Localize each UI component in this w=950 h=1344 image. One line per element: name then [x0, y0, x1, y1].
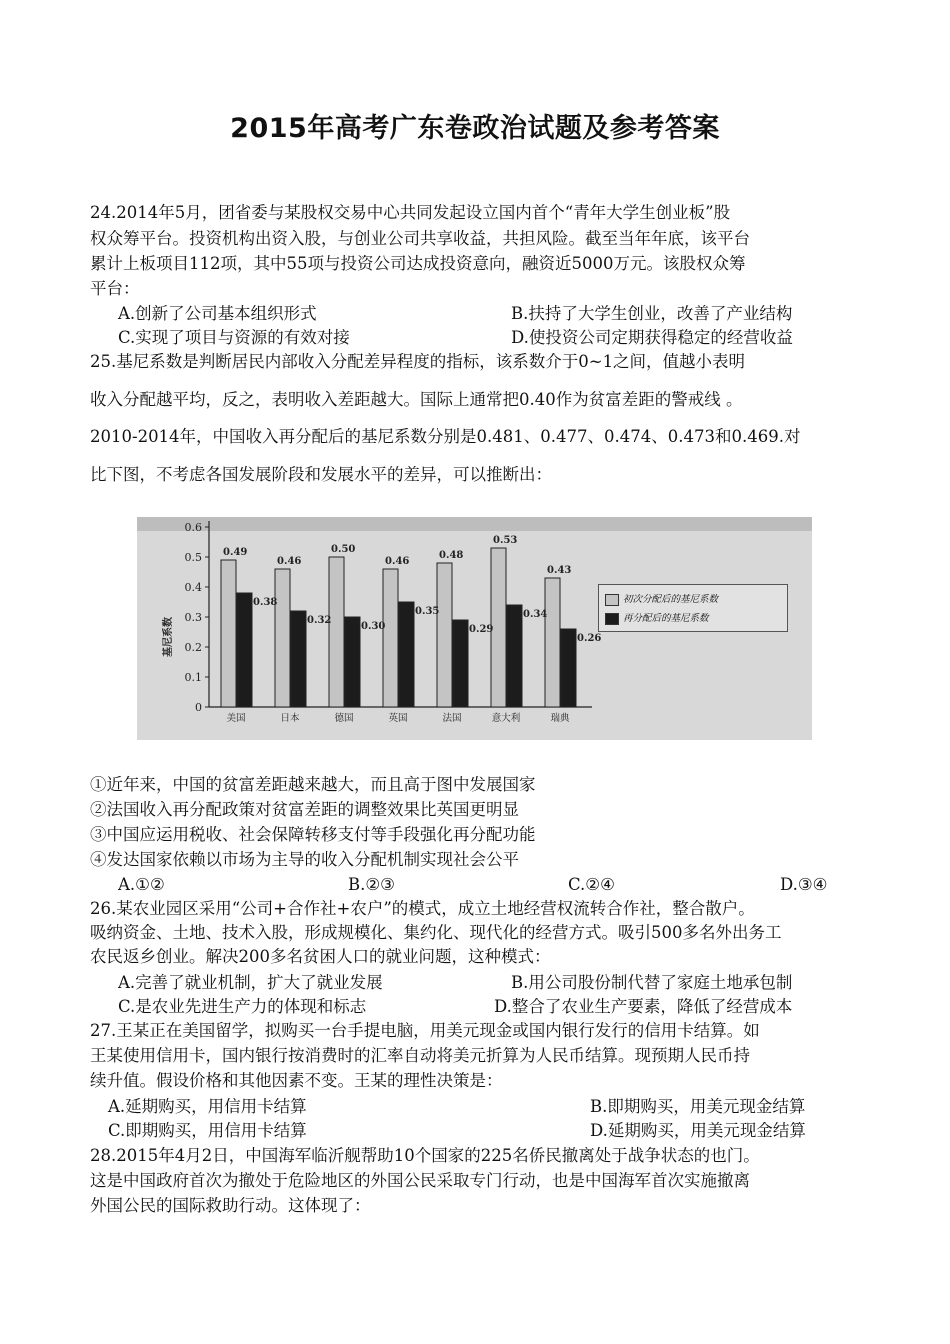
chart-legend	[598, 584, 788, 632]
bar-redistribution	[399, 602, 414, 707]
y-tick-label: 0.6	[184, 521, 202, 534]
x-tick-label: 英国	[388, 713, 408, 724]
chart-bars	[221, 548, 576, 707]
q24-option-b: B.扶持了大学生创业，改善了产业结构	[511, 304, 793, 323]
q28-line: 28.2015年4月2日，中国海军临沂舰帮助10个国家的225名侨民撤离处于战争状态的也门。	[90, 1146, 760, 1165]
bar-value-label: 0.46	[277, 556, 302, 567]
bar-value-label: 0.48	[439, 550, 464, 561]
q25-statement: ②法国收入再分配政策对贫富差距的调整效果比英国更明显	[90, 800, 519, 819]
q25-option-b: B.②③	[348, 875, 395, 894]
bar-redistribution	[237, 593, 252, 707]
bar-redistribution	[561, 629, 576, 707]
bar-redistribution	[453, 620, 468, 707]
q25-line: 25.基尼系数是判断居民内部收入分配差异程度的指标，该系数介于0~1之间，值越小表明	[90, 352, 746, 371]
bar-value-label: 0.43	[547, 565, 572, 576]
bar-value-label: 0.49	[223, 547, 248, 558]
bar-value-label: 0.34	[523, 609, 548, 620]
bar-primary	[437, 563, 452, 707]
q25-statement: ①近年来，中国的贫富差距越来越大，而且高于图中发展国家	[90, 775, 536, 794]
q27-option-a: A.延期购买，用信用卡结算	[108, 1097, 307, 1116]
bar-value-label: 0.46	[385, 556, 410, 567]
x-tick-label: 意大利	[491, 713, 521, 724]
x-tick-label: 德国	[334, 713, 354, 724]
legend-label: 再分配后的基尼系数	[623, 613, 709, 624]
x-tick-label: 法国	[442, 713, 462, 724]
x-tick-label: 美国	[226, 713, 246, 724]
q27-line: 27.王某正在美国留学，拟购买一台手提电脑，用美元现金或国内银行发行的信用卡结算。如	[90, 1021, 760, 1040]
q25-statement: ③中国应运用税收、社会保障转移支付等手段强化再分配功能	[90, 825, 536, 844]
q26-line: 吸纳资金、土地、技术入股，形成规模化、集约化、现代化的经营方式。吸引500多名外出务工	[90, 923, 782, 942]
q27-line: 王某使用信用卡，国内银行按消费时的汇率自动将美元折算为人民币结算。现预期人民币持	[90, 1046, 750, 1065]
bar-value-label: 0.32	[307, 615, 332, 626]
q25-option-c: C.②④	[568, 875, 615, 894]
q27-option-d: D.延期购买，用美元现金结算	[590, 1121, 806, 1140]
q24-line: 24.2014年5月，团省委与某股权交易中心共同发起设立国内首个“青年大学生创业板”股	[90, 203, 731, 222]
q25-option-d: D.③④	[780, 875, 828, 894]
q25-line: 2010-2014年，中国收入再分配后的基尼系数分别是0.481、0.477、0.474、0.473和0.469.对	[90, 427, 801, 446]
bar-primary	[383, 569, 398, 707]
legend-item-redistribution	[605, 610, 709, 625]
y-tick-label: 0.2	[184, 641, 202, 654]
bar-primary	[545, 578, 560, 707]
y-tick-label: 0	[195, 701, 202, 714]
page-title: 2015年高考广东卷政治试题及参考答案	[230, 113, 720, 144]
legend-swatch-dark	[605, 613, 619, 625]
bar-value-label: 0.29	[469, 624, 494, 635]
q25-statement: ④发达国家依赖以市场为主导的收入分配机制实现社会公平	[90, 850, 519, 869]
q26-option-d: D.整合了农业生产要素，降低了经营成本	[494, 997, 793, 1016]
y-tick-label: 0.3	[184, 611, 202, 624]
q27-line: 续升值。假设价格和其他因素不变。王某的理性决策是：	[90, 1071, 503, 1090]
legend-label: 初次分配后的基尼系数	[623, 594, 719, 605]
x-tick-label: 瑞典	[550, 713, 570, 724]
q25-line: 比下图，不考虑各国发展阶段和发展水平的差异，可以推断出：	[90, 465, 552, 484]
q26-option-a: A.完善了就业机制，扩大了就业发展	[118, 973, 383, 992]
q26-option-c: C.是农业先进生产力的体现和标志	[118, 997, 367, 1016]
q24-option-d: D.使投资公司定期获得稳定的经营收益	[511, 328, 793, 347]
q28-line: 外国公民的国际救助行动。这体现了：	[90, 1196, 371, 1215]
q28-line: 这是中国政府首次为撤处于危险地区的外国公民采取专门行动，也是中国海军首次实施撤离	[90, 1171, 750, 1190]
x-tick-label: 日本	[280, 713, 300, 724]
bar-value-label: 0.30	[361, 621, 386, 632]
bar-value-label: 0.53	[493, 535, 518, 546]
q26-option-b: B.用公司股份制代替了家庭土地承包制	[511, 973, 793, 992]
bar-value-label: 0.38	[253, 597, 278, 608]
bar-redistribution	[507, 605, 522, 707]
q27-option-b: B.即期购买，用美元现金结算	[590, 1097, 806, 1116]
q24-line: 权众筹平台。投资机构出资入股，与创业公司共享收益，共担风险。截至当年年底，该平台	[90, 229, 750, 248]
q26-line: 26.某农业园区采用“公司+合作社+农户”的模式，成立土地经营权流转合作社，整合散户。	[90, 899, 755, 918]
q25-line: 收入分配越平均，反之，表明收入差距越大。国际上通常把0.40作为贫富差距的警戒线 。	[90, 390, 743, 409]
bar-value-label: 0.26	[577, 633, 602, 644]
q24-option-c: C.实现了项目与资源的有效对接	[118, 328, 350, 347]
bar-redistribution	[291, 611, 306, 707]
legend-swatch-light	[605, 594, 619, 606]
y-tick-label: 0.5	[184, 551, 202, 564]
q24-line: 平台：	[90, 279, 140, 298]
q26-line: 农民返乡创业。解决200多名贫困人口的就业问题，这种模式：	[90, 947, 551, 966]
y-tick-label: 0.1	[184, 671, 202, 684]
bar-primary	[329, 557, 344, 707]
q24-line: 累计上板项目112项，其中55项与投资公司达成投资意向，融资近5000万元。该股权众筹	[90, 254, 746, 273]
chart-y-axis-label: 基尼系数	[163, 617, 174, 657]
bar-primary	[221, 560, 236, 707]
bar-primary	[275, 569, 290, 707]
chart-title-strip	[137, 517, 812, 531]
y-tick-label: 0.4	[184, 581, 202, 594]
bar-value-label: 0.35	[415, 606, 440, 617]
q27-option-c: C.即期购买，用信用卡结算	[108, 1121, 307, 1140]
bar-redistribution	[345, 617, 360, 707]
legend-item-primary	[605, 591, 718, 606]
bar-value-label: 0.50	[331, 544, 356, 555]
q25-option-a: A.①②	[118, 875, 165, 894]
q24-option-a: A.创新了公司基本组织形式	[118, 304, 317, 323]
